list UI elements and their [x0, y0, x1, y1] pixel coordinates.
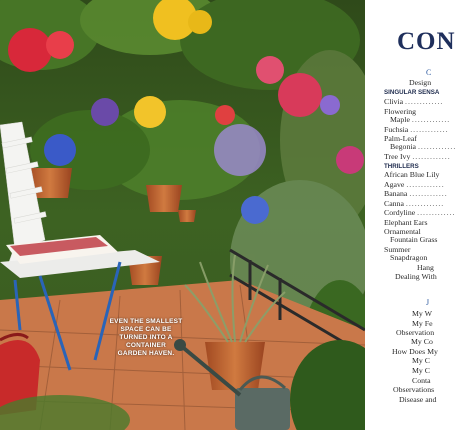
toc-entry: Palm-Leaf	[384, 134, 417, 143]
contents-page	[365, 0, 457, 430]
toc-entry: My Co	[411, 337, 433, 346]
toc-entry: Clivia .............	[384, 97, 444, 106]
toc-entry: Disease and	[399, 395, 437, 404]
caption-line: TURNED INTO A CONTAINER	[119, 334, 173, 349]
toc-entry: Maple .............	[390, 115, 451, 124]
toc-entry: Agave .............	[384, 180, 445, 189]
caption-line: EVEN THE SMALLEST	[109, 318, 183, 325]
photo-caption	[106, 318, 186, 358]
toc-entry: Fuchsia .............	[384, 125, 449, 134]
toc-entry: Ornamental	[384, 227, 421, 236]
toc-entry: Design	[409, 78, 432, 87]
toc-entry: My W	[412, 309, 432, 318]
toc-entry: Observation	[396, 328, 435, 337]
toc-entry: Elephant Ears	[384, 218, 428, 227]
section-heading: SINGULAR SENSA	[384, 89, 440, 96]
toc-fragment: C	[426, 68, 432, 77]
toc-fragment: J	[426, 298, 430, 307]
toc-entry: Cordyline .............	[384, 208, 456, 217]
toc-entry: Observations	[393, 385, 435, 394]
toc-entry: Banana .............	[384, 189, 448, 198]
toc-entry: Fountain Grass	[390, 235, 438, 244]
toc-entry: African Blue Lily	[384, 170, 440, 179]
contents-title: CON	[397, 28, 456, 55]
toc-entry: Conta	[412, 376, 431, 385]
toc-entry: Dealing With	[395, 272, 437, 281]
toc-entry: How Does My	[392, 347, 438, 356]
toc-entry: Tree Ivy .............	[384, 152, 451, 161]
caption-line: SPACE CAN BE	[120, 326, 172, 333]
toc-entry: My C	[412, 356, 430, 365]
toc-entry: My Fe	[412, 319, 433, 328]
toc-entry: Hang	[417, 263, 434, 272]
toc-entry: My C	[412, 366, 430, 375]
toc-entry: Summer	[384, 245, 411, 254]
toc-entry: Canna .............	[384, 199, 445, 208]
caption-line: GARDEN HAVEN.	[117, 350, 175, 357]
toc-entry: Flowering	[384, 107, 417, 116]
toc-entry: Begonia .............	[390, 142, 457, 151]
section-heading: THRILLERS	[384, 163, 419, 170]
toc-entry: Snapdragon	[390, 253, 428, 262]
